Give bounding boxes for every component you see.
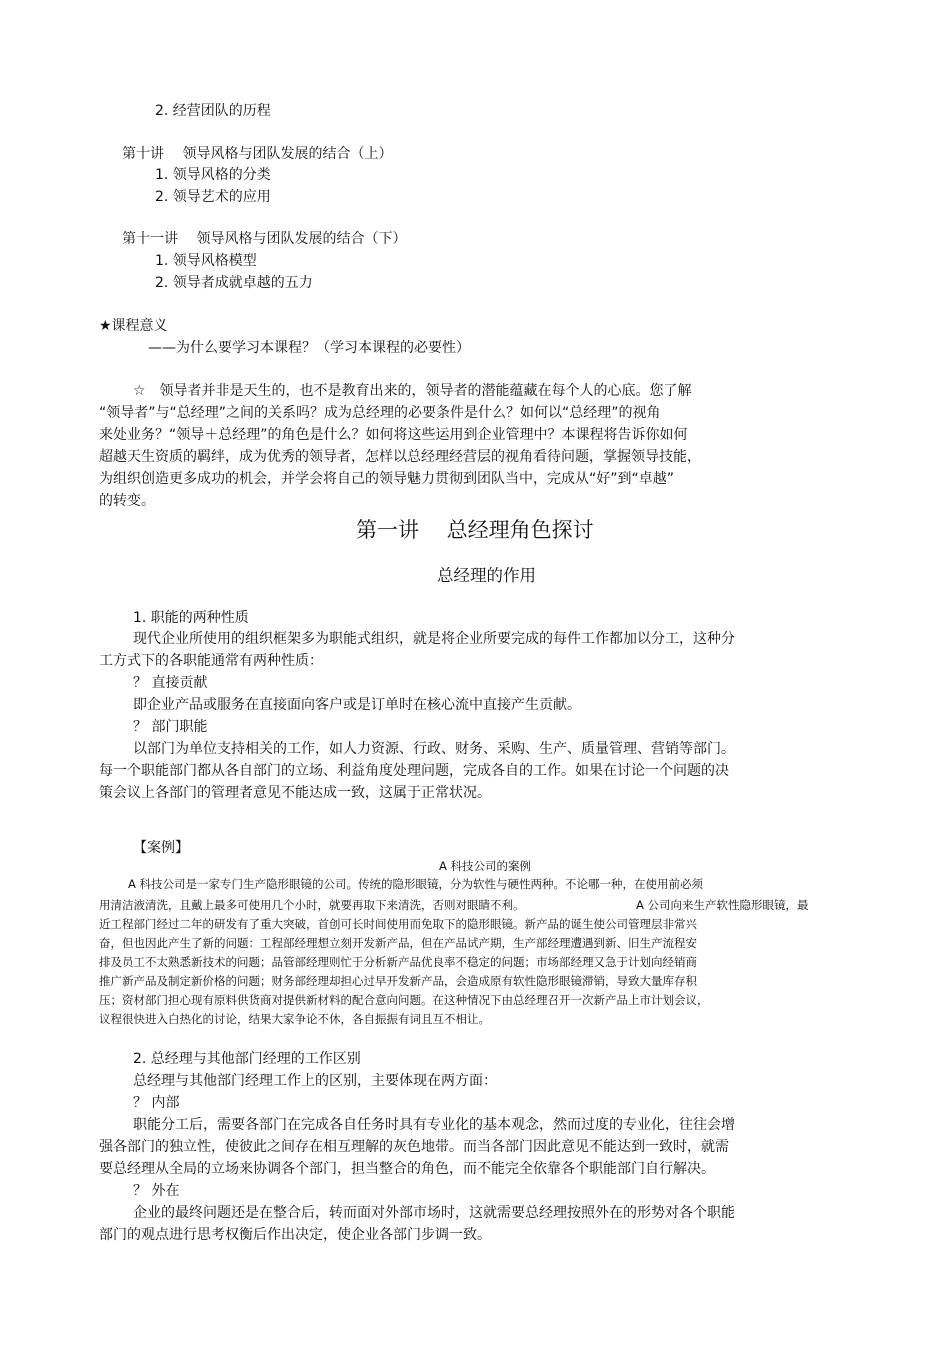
case-line: 用清洁液清洗，且戴上最多可使用几个小时，就要再取下来清洗，否则对眼睛不利。 xyxy=(99,898,525,912)
lecture1-title: 第一讲 总经理角色探讨 xyxy=(356,518,594,542)
paragraph-line: 要总经理从全局的立场来协调各个部门，担当整合的角色，而不能完全依靠各个职能部门自行解决。 xyxy=(99,1161,715,1177)
significance-subheading: ——为什么要学习本课程？（学习本课程的必要性） xyxy=(148,340,470,356)
paragraph-line: 以部门为单位支持相关的工作，如人力资源、行政、财务、采购、生产、质量管理、营销等部门。 xyxy=(133,741,735,757)
paragraph-line: 每一个职能部门都从各自部门的立场、利益角度处理问题，完成各自的工作。如果在讨论一个问题的决 xyxy=(99,763,729,779)
paragraph-line: 超越天生资质的羁绊，成为优秀的领导者，怎样以总经理经营层的视角看待问题，掌握领导技能， xyxy=(99,449,701,465)
internal-label: ？ 内部 xyxy=(133,1095,180,1111)
paragraph-line: ☆ 领导者并非是天生的，也不是教育出来的，领导者的潜能蕴藏在每个人的心底。您了解 xyxy=(133,383,692,399)
paragraph-line: 现代企业所使用的组织框架多为职能式组织，就是将企业所要完成的每件工作都加以分工，这种分 xyxy=(133,631,735,647)
s1-heading: 1. 职能的两种性质 xyxy=(133,610,249,626)
significance-heading: ★课程意义 xyxy=(99,318,168,334)
s2-heading: 2. 总经理与其他部门经理的工作区别 xyxy=(133,1051,361,1067)
lecture10-title: 第十讲 领导风格与团队发展的结合（上） xyxy=(122,146,393,162)
external-label: ？ 外在 xyxy=(133,1183,180,1199)
dept-function-label: ？ 部门职能 xyxy=(133,719,208,735)
paragraph-line: 企业的最终问题还是在整合后，转而面对外部市场时，这就需要总经理按照外在的形势对各个职能 xyxy=(133,1205,735,1221)
case-line: 推广新产品及制定新价格的问题；财务部经理却担心过早开发新产品，会造成原有软性隐形眼镜滞销，导致大量库存积 xyxy=(99,974,697,988)
direct-contribution-text: 即企业产品或服务在直接面向客户或是订单时在核心流中直接产生贡献。 xyxy=(133,697,581,713)
case-label: 【案例】 xyxy=(133,840,189,856)
case-line: 议程很快进入白热化的讨论，结果大家争论不休，各自振振有词且互不相让。 xyxy=(99,1012,490,1026)
s2-intro: 总经理与其他部门经理工作上的区别，主要体现在两方面： xyxy=(133,1073,497,1089)
case-line: 压；资材部门担心现有原料供货商对提供新材料的配合意向问题。在这种情况下由总经理召开一次新产品上市计划会议， xyxy=(99,993,709,1007)
lecture10-item-2: 2. 领导艺术的应用 xyxy=(155,189,271,205)
paragraph-line: 为组织创造更多成功的机会，并学会将自己的领导魅力贯彻到团队当中，完成从“好”到“卓越” xyxy=(99,471,675,487)
paragraph-line: 强各部门的独立性，使彼此之间存在相互理解的灰色地带。而当各部门因此意见不能达到一致时，就需 xyxy=(99,1139,729,1155)
case-line: A 公司向来生产软性隐形眼镜，最 xyxy=(636,898,809,912)
direct-contribution-label: ？ 直接贡献 xyxy=(133,675,208,691)
lecture1-section-title: 总经理的作用 xyxy=(437,566,536,585)
paragraph-line: 来处业务？“领导＋总经理”的角色是什么？如何将这些运用到企业管理中？本课程将告诉你如何 xyxy=(99,427,688,443)
paragraph-line: 工方式下的各职能通常有两种性质： xyxy=(99,653,323,669)
lecture11-item-2: 2. 领导者成就卓越的五力 xyxy=(155,275,313,291)
case-line: 奋，但也因此产生了新的问题：工程部经理想立刻开发新产品，但在产品试产期，生产部经理遭遇到新、旧生产流程安 xyxy=(99,936,697,950)
case-line: 近工程部门经过二年的研发有了重大突破，首创可长时间使用而免取下的隐形眼镜。新产品的诞生使公司管理层非常兴 xyxy=(99,917,697,931)
paragraph-line: 策会议上各部门的管理者意见不能达成一致，这属于正常状况。 xyxy=(99,785,491,801)
case-title: A 科技公司的案例 xyxy=(439,859,532,873)
lecture10-item-1: 1. 领导风格的分类 xyxy=(155,167,271,183)
case-line: 排及员工不太熟悉新技术的问题；品管部经理则忙于分析新产品优良率不稳定的问题；市场部经理又急于计划向经销商 xyxy=(99,955,697,969)
outline-prev-item: 2. 经营团队的历程 xyxy=(155,103,271,119)
paragraph-line: 的转变。 xyxy=(99,493,155,509)
lecture11-item-1: 1. 领导风格模型 xyxy=(155,253,257,269)
paragraph-line: 部门的观点进行思考权衡后作出决定，使企业各部门步调一致。 xyxy=(99,1227,491,1243)
paragraph-line: “领导者”与“总经理”之间的关系吗？成为总经理的必要条件是什么？如何以“总经理”的视角 xyxy=(99,405,661,421)
case-line: A 科技公司是一家专门生产隐形眼镜的公司。传统的隐形眼镜，分为软性与硬性两种。不论哪一种，在使用前必须 xyxy=(128,877,704,891)
lecture11-title: 第十一讲 领导风格与团队发展的结合（下） xyxy=(122,231,407,247)
paragraph-line: 职能分工后，需要各部门在完成各自任务时具有专业化的基本观念，然而过度的专业化，往往会增 xyxy=(133,1117,735,1133)
